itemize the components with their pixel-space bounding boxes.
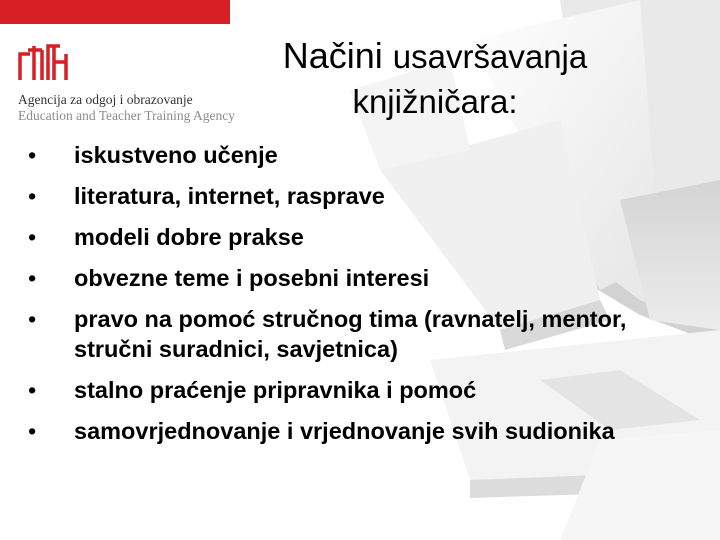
bullet-item [22,263,642,293]
slide-title [220,34,650,124]
bullet-item [22,140,642,170]
bullet-dot: • [28,418,37,444]
bullet-item [22,181,642,211]
aoo-logo-icon [16,40,76,84]
bullet-dot: • [28,306,37,332]
bullet-dot: • [28,142,37,168]
bullet-dot: • [28,183,37,209]
bullet-dot: • [28,377,37,403]
bullet-item [22,416,642,446]
bullet-list [22,140,642,457]
bullet-text: iskustveno učenje [74,142,278,168]
org-name-english: Education and Teacher Training Agency [18,108,236,123]
bullet-text: stalno praćenje pripravnika i pomoć [74,377,477,403]
title-line-2: knjižničara: [352,83,518,120]
bullet-dot: • [28,224,37,250]
bullet-text: modeli dobre prakse [74,224,304,250]
top-red-bar [0,0,230,24]
bullet-text: obvezne teme i posebni interesi [74,265,430,291]
bullet-item [22,222,642,252]
bullet-text: samovrjednovanje i vrjednovanje svih sudionika [74,418,615,444]
bullet-text: literatura, internet, rasprave [74,183,385,209]
org-name-croatian: Agencija za odgoj i obrazovanje [18,92,193,107]
bullet-item [22,375,642,405]
title-word-1: Načini [282,35,383,76]
bullet-dot: • [28,265,37,291]
bullet-item [22,304,642,364]
bullet-text: pravo na pomoć stručnog tima (ravnatelj, mentor, stručni suradnici, savjetnica) [74,306,627,362]
title-word-2: usavršavanja [392,38,588,75]
